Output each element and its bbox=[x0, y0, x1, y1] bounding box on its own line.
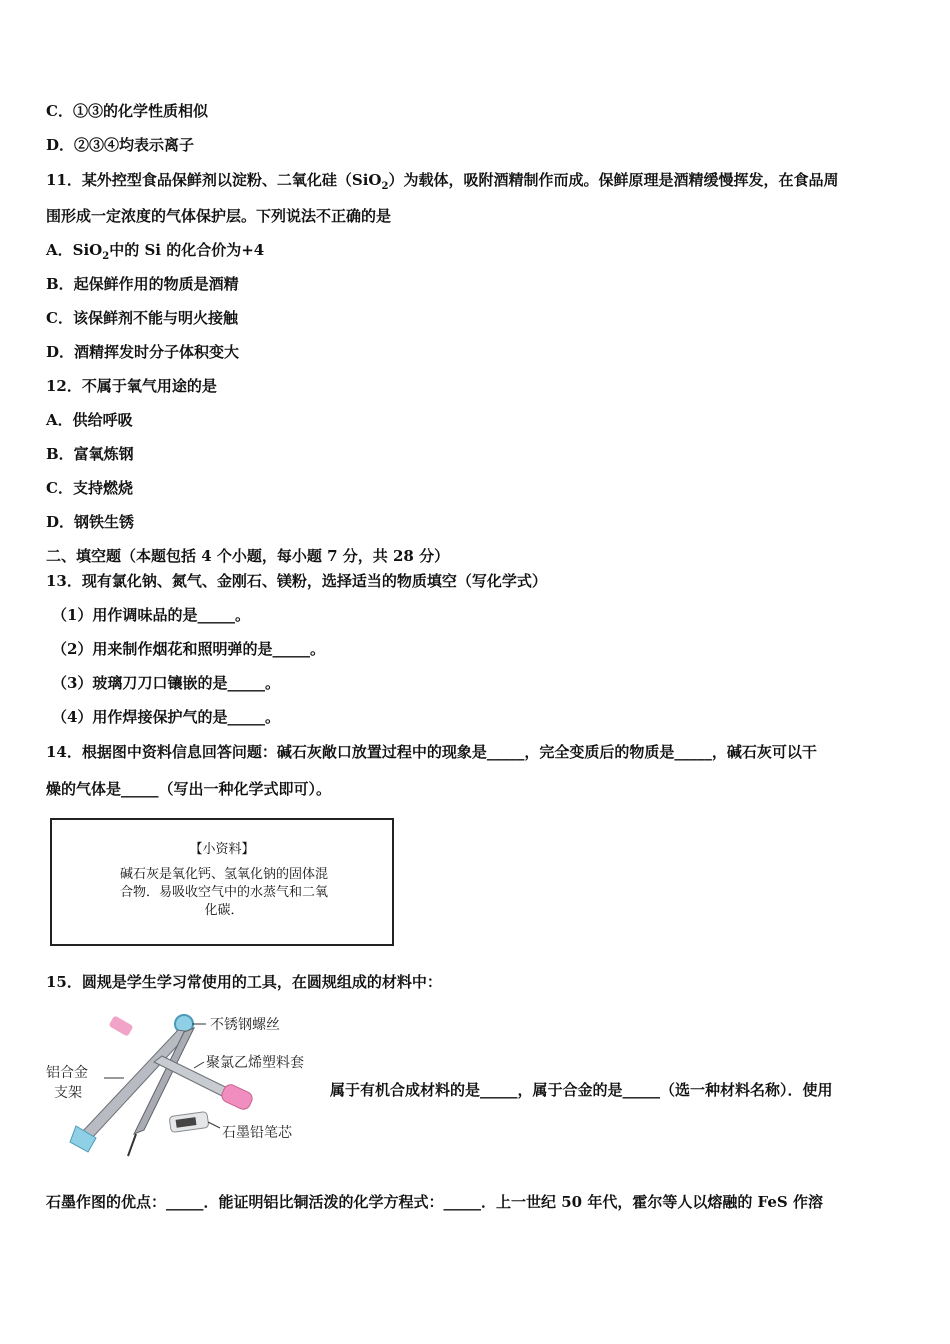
question-14-line2: 燥的气体是_____（写出一种化学式即可）。 bbox=[46, 780, 332, 798]
option-d-q11: D．酒精挥发时分子体积变大 bbox=[46, 343, 240, 361]
option-b-q12: B．富氧炼钢 bbox=[46, 445, 134, 463]
info-box-line1: 碱石灰是氧化钙、氢氧化钠的固体混 bbox=[119, 867, 328, 882]
leader-lead bbox=[208, 1122, 220, 1128]
label-aluminum-alloy: 铝合金 bbox=[46, 1065, 88, 1081]
question-12: 12．不属于氧气用途的是 bbox=[46, 377, 217, 395]
question-14-line1: 14．根据图中资料信息回答问题：碱石灰敞口放置过程中的现象是_____，完全变质后的物质是_____，碱石灰可以干 bbox=[46, 743, 817, 761]
question-13-part3: （3）玻璃刀刀口镶嵌的是_____。 bbox=[52, 674, 280, 692]
question-15-line1: 15．圆规是学生学习常使用的工具，在圆规组成的材料中： bbox=[46, 973, 442, 991]
option-c-q11: C．该保鲜剂不能与明火接触 bbox=[46, 309, 238, 327]
question-13: 13．现有氯化钠、氮气、金刚石、镁粉，选择适当的物质填空（写化学式） bbox=[46, 572, 547, 590]
section-title-fill-blank: 二、填空题（本题包括 4 个小题，每小题 7 分，共 28 分） bbox=[46, 547, 450, 565]
label-graphite-lead: 石墨铅笔芯 bbox=[222, 1125, 292, 1141]
option-c-q10: C．①③的化学性质相似 bbox=[46, 102, 208, 120]
option-a-q12: A．供给呼吸 bbox=[46, 411, 133, 429]
option-b-q11: B．起保鲜作用的物质是酒精 bbox=[46, 275, 239, 293]
option-a-q11: A．SiO$_2$中的 Si 的化合价为+4 bbox=[46, 241, 265, 262]
label-pvc-sleeve: 聚氯乙烯塑料套 bbox=[206, 1055, 304, 1071]
label-stand: 支架 bbox=[54, 1085, 82, 1101]
info-box-title: 【小资料】 bbox=[189, 842, 255, 857]
info-box bbox=[50, 818, 394, 946]
leader-pvc bbox=[194, 1062, 204, 1068]
option-c-q12: C．支持燃烧 bbox=[46, 479, 133, 497]
option-d-q12: D．钢铁生锈 bbox=[46, 513, 135, 531]
question-15-line2: 属于有机合成材料的是_____，属于合金的是_____（选一种材料名称）．使用 bbox=[330, 1081, 833, 1099]
info-box-line3: 化碳． bbox=[204, 903, 244, 918]
compass-spring bbox=[108, 1015, 133, 1036]
question-11-line1: 11．某外控型食品保鲜剂以淀粉、二氧化硅（SiO$_2$）为载体，吸附酒精制作而成。保鲜原理是酒精缓慢挥发，在食品周 bbox=[46, 171, 839, 192]
question-13-part2: （2）用来制作烟花和照明弹的是_____。 bbox=[52, 640, 325, 658]
compass-needle bbox=[128, 1134, 136, 1156]
option-d-q10: D．②③④均表示离子 bbox=[46, 136, 195, 154]
compass-figure bbox=[44, 1010, 334, 1160]
info-box-body bbox=[74, 866, 374, 920]
question-13-part4: （4）用作焊接保护气的是_____。 bbox=[52, 708, 280, 726]
info-box-line2: 合物．易吸收空气中的水蒸气和二氧 bbox=[119, 885, 328, 900]
question-13-part1: （1）用作调味品的是_____。 bbox=[52, 606, 250, 624]
label-stainless-screw: 不锈钢螺丝 bbox=[210, 1017, 280, 1033]
question-11-line2: 围形成一定浓度的气体保护层。下列说法不正确的是 bbox=[46, 207, 392, 225]
question-15-line3: 石墨作图的优点：_____．能证明铝比铜活泼的化学方程式：_____．上一世纪 50 年代，霍尔等人以熔融的 FeS 作溶 bbox=[46, 1193, 823, 1211]
